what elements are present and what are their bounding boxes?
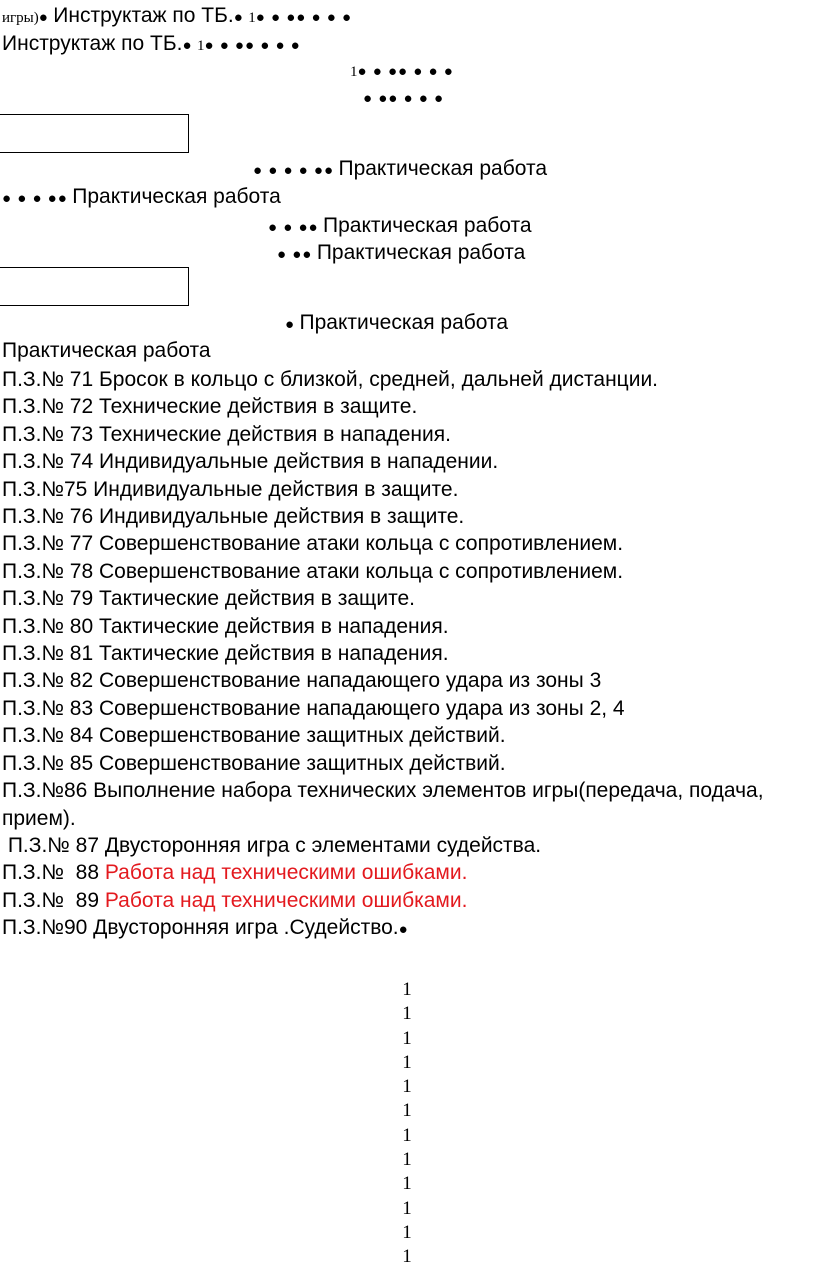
list-item: П.З.№ 77 Совершенствование атаки кольца с сопротивлением. bbox=[2, 532, 624, 556]
section-label: Практическая работа bbox=[299, 311, 509, 334]
bullet-icon: ● bbox=[398, 921, 408, 939]
section-label: Практическая работа bbox=[316, 241, 526, 264]
item-prefix: П.З.№ 88 bbox=[2, 861, 105, 885]
bullet-icon: ● bbox=[182, 37, 193, 54]
header-number: 1 bbox=[248, 10, 256, 26]
header-prefix: игры) bbox=[2, 10, 39, 26]
page-number: 1 bbox=[402, 1027, 412, 1049]
list-item: П.З.№ 82 Совершенствование нападающего удара из зоны 3 bbox=[2, 669, 602, 693]
bullet-icon: ● bbox=[233, 9, 244, 26]
bullet-cluster-icon: ● ● ● ● ●● bbox=[253, 162, 335, 179]
page-number: 1 bbox=[402, 1100, 412, 1122]
bullet-icon: ● bbox=[38, 9, 49, 26]
section-label: Практическая работа bbox=[72, 185, 281, 208]
header-line-1 bbox=[2, 3, 352, 31]
header-line-2 bbox=[2, 31, 301, 59]
list-item bbox=[2, 859, 814, 886]
header-number: 1 bbox=[350, 64, 358, 80]
header-text: Инструктаж по ТБ. bbox=[2, 32, 183, 55]
section-label: Практическая работа bbox=[323, 214, 532, 237]
lesson-list bbox=[2, 366, 814, 944]
section-line bbox=[277, 240, 525, 268]
section-line bbox=[253, 156, 547, 184]
page-number-column bbox=[400, 978, 414, 1270]
list-item: П.З.№ 74 Индивидуальные действия в нападении. bbox=[2, 450, 499, 474]
list-item: П.З.№ 81 Тактические действия в нападения. bbox=[2, 642, 449, 666]
list-item: П.З.№ 83 Совершенствование нападающего удара из зоны 2, 4 bbox=[2, 696, 625, 720]
bullet-cluster-icon: ● ● ●● ● ● ● bbox=[204, 37, 301, 54]
item-text: П.З.№90 Двусторонняя игра .Судейство. bbox=[2, 916, 399, 940]
section-line bbox=[2, 184, 281, 212]
highlighted-text: Работа над техническими ошибками. bbox=[104, 861, 468, 885]
bullet-cluster-icon: ● ● ●● ● ● ● bbox=[255, 9, 353, 26]
page-number: 1 bbox=[402, 1197, 412, 1219]
page-number: 1 bbox=[402, 1124, 412, 1146]
list-item: П.З.№86 Выполнение набора технических элементов игры(передача, подача, прием). bbox=[2, 779, 764, 830]
empty-frame bbox=[0, 114, 189, 153]
list-item: П.З.№ 79 Тактические действия в защите. bbox=[2, 587, 415, 611]
highlighted-text: Работа над техническими ошибками. bbox=[104, 888, 468, 912]
list-item: П.З.№ 85 Совершенствование защитных действий. bbox=[2, 751, 506, 775]
header-number: 1 bbox=[196, 38, 205, 54]
page-number: 1 bbox=[402, 1051, 412, 1073]
list-item: П.З.№ 78 Совершенствование атаки кольца с сопротивлением. bbox=[2, 559, 624, 583]
bullet-cluster-icon: ● ● ●● bbox=[268, 219, 319, 236]
page-number: 1 bbox=[402, 1173, 412, 1195]
list-item: П.З.№75 Индивидуальные действия в защите. bbox=[2, 477, 459, 501]
section-line bbox=[285, 310, 508, 338]
header-line-3 bbox=[350, 59, 454, 85]
list-item bbox=[2, 887, 814, 914]
page-number: 1 bbox=[402, 1003, 412, 1025]
page-number: 1 bbox=[402, 1076, 412, 1098]
page-number: 1 bbox=[402, 1149, 412, 1171]
list-item bbox=[2, 914, 814, 943]
section-heading: Практическая работа bbox=[2, 339, 211, 362]
header-text: Инструктаж по ТБ. bbox=[53, 4, 234, 27]
list-item: П.З.№ 72 Технические действия в защите. bbox=[2, 395, 418, 419]
list-item: П.З.№ 76 Индивидуальные действия в защите. bbox=[2, 505, 465, 529]
page-number: 1 bbox=[402, 1221, 412, 1243]
list-item: П.З.№ 84 Совершенствование защитных действий. bbox=[2, 724, 506, 748]
list-item: П.З.№ 87 Двусторонняя игра с элементами судейства. bbox=[2, 833, 542, 857]
item-prefix: П.З.№ 89 bbox=[2, 888, 105, 912]
empty-frame bbox=[0, 267, 189, 306]
list-item: П.З.№ 80 Тактические действия в нападения. bbox=[2, 614, 449, 638]
bullet-icon: ● bbox=[285, 316, 296, 333]
list-item: П.З.№ 73 Технические действия в нападения. bbox=[2, 422, 451, 446]
bullet-cluster-icon: ● ●● bbox=[277, 246, 313, 263]
section-label: Практическая работа bbox=[338, 157, 548, 180]
bullet-cluster-icon: ● ●● ● ● ● bbox=[363, 90, 445, 107]
page-number: 1 bbox=[402, 979, 412, 1000]
list-item: П.З.№ 71 Бросок в кольцо с близкой, средней, дальней дистанции. bbox=[2, 368, 659, 391]
bullet-cluster-icon: ● ● ●● ● ● ● bbox=[357, 63, 454, 80]
section-line bbox=[268, 213, 532, 241]
bullet-cluster-icon: ● ● ● ●● bbox=[2, 190, 68, 207]
page-number: 1 bbox=[402, 1246, 412, 1268]
